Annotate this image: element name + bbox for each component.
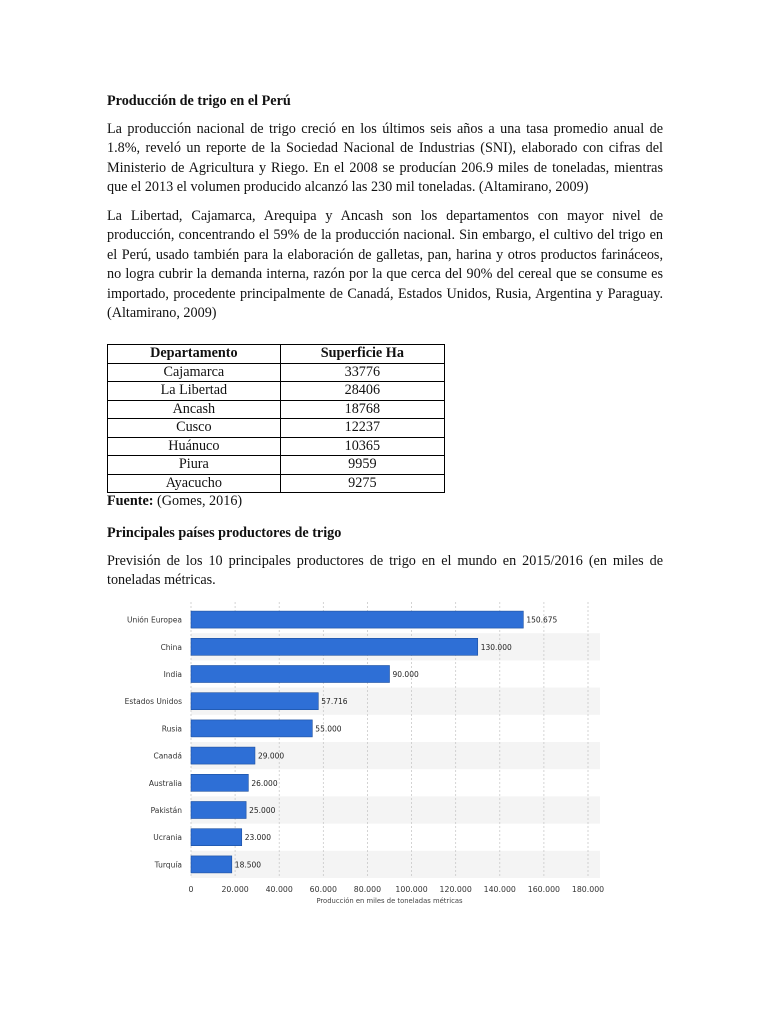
value-label: 150.675 bbox=[526, 615, 558, 625]
value-label: 55.000 bbox=[315, 724, 342, 734]
bar-5 bbox=[191, 747, 255, 764]
cell-departamento: Ayacucho bbox=[108, 474, 281, 493]
departamentos-table bbox=[107, 344, 445, 493]
wheat-producers-chart bbox=[110, 600, 620, 910]
x-tick-label: 120.000 bbox=[439, 885, 472, 894]
category-label: Pakistán bbox=[150, 806, 182, 815]
category-label: China bbox=[160, 642, 182, 652]
category-label: Canadá bbox=[153, 751, 182, 761]
bar-6 bbox=[191, 774, 248, 791]
category-label: India bbox=[163, 670, 182, 679]
heading-principales-paises: Principales países productores de trigo bbox=[107, 525, 342, 541]
cell-departamento: Huánuco bbox=[108, 437, 281, 456]
category-label: Estados Unidos bbox=[124, 697, 182, 707]
paragraph-1: La producción nacional de trigo creció en los últimos seis años a una tasa promedio anual de 1.8%, reveló un reporte de la Sociedad Nacional de Industrias (SNI), elaborado con cifras del Ministerio de Agricultura y Riego. En el 2008 se producían 206.9 miles de toneladas, mientras que el 2013 el volumen producido alcanzó las 230 mil toneladas. (Altamirano, 2009) bbox=[107, 121, 663, 196]
cell-superficie: 9959 bbox=[280, 456, 444, 475]
x-tick-label: 100.000 bbox=[395, 885, 428, 894]
cell-superficie: 28406 bbox=[280, 382, 444, 401]
value-label: 90.000 bbox=[392, 670, 419, 679]
bar-2 bbox=[191, 666, 390, 683]
header-departamento: Departamento bbox=[108, 345, 281, 364]
table-row bbox=[108, 363, 445, 382]
heading-produccion-peru: Producción de trigo en el Perú bbox=[107, 93, 291, 109]
bar-8 bbox=[191, 829, 242, 846]
bar-4 bbox=[191, 720, 312, 737]
paragraph-3: Previsión de los 10 principales productores de trigo en el mundo en 2015/2016 (en miles de toneladas métricas. bbox=[107, 553, 663, 589]
table-row bbox=[108, 400, 445, 419]
cell-superficie: 10365 bbox=[280, 437, 444, 456]
bar-7 bbox=[191, 802, 246, 819]
value-label: 29.000 bbox=[257, 751, 285, 761]
table-row bbox=[108, 419, 445, 438]
cell-departamento: Cusco bbox=[108, 419, 281, 438]
x-tick-label: 40.000 bbox=[265, 885, 293, 894]
source-text: (Gomes, 2016) bbox=[153, 493, 243, 509]
source-note bbox=[107, 492, 242, 510]
x-axis-label: Producción en miles de toneladas métricas bbox=[316, 897, 463, 905]
bar-9 bbox=[191, 856, 232, 873]
x-tick-label: 0 bbox=[188, 885, 194, 894]
x-tick-label: 80.000 bbox=[353, 885, 382, 894]
category-label: Australia bbox=[148, 778, 182, 788]
category-label: Rusia bbox=[161, 724, 182, 734]
table-row bbox=[108, 382, 445, 401]
category-label: Unión Europea bbox=[126, 615, 182, 625]
x-tick-label: 140.000 bbox=[483, 885, 516, 894]
table-row bbox=[108, 456, 445, 475]
header-superficie: Superficie Ha bbox=[280, 345, 444, 364]
cell-departamento: Ancash bbox=[108, 400, 281, 419]
table-header-row bbox=[108, 345, 445, 364]
bar-1 bbox=[191, 638, 478, 655]
x-tick-label: 20.000 bbox=[221, 885, 249, 894]
cell-departamento: Cajamarca bbox=[108, 363, 281, 382]
source-label: Fuente: bbox=[107, 493, 154, 509]
value-label: 25.000 bbox=[249, 806, 276, 815]
cell-superficie: 12237 bbox=[280, 419, 444, 438]
value-label: 57.716 bbox=[321, 697, 348, 707]
table-row bbox=[108, 437, 445, 456]
value-label: 18.500 bbox=[234, 860, 262, 870]
bar-3 bbox=[191, 693, 318, 710]
value-label: 26.000 bbox=[251, 778, 278, 788]
x-tick-label: 180.000 bbox=[571, 885, 605, 894]
cell-superficie: 18768 bbox=[280, 400, 444, 419]
bar-0 bbox=[191, 611, 523, 628]
x-tick-label: 160.000 bbox=[527, 885, 561, 894]
cell-superficie: 33776 bbox=[280, 363, 444, 382]
paragraph-2: La Libertad, Cajamarca, Arequipa y Ancash son los departamentos con mayor nivel de producción, concentrando el 59% de la producción nacional. Sin embargo, el cultivo del trigo en el Perú, usado también para la elaboración de galletas, pan, harina y otros productos farináceos, no logra cubrir la demanda interna, razón por la que cerca del 90% del cereal que se consume es importado, procedente principalmente de Canadá, Estados Unidos, Rusia, Argentina y Paraguay. (Altamirano, 2009) bbox=[107, 208, 663, 322]
cell-departamento: La Libertad bbox=[108, 382, 281, 401]
value-label: 23.000 bbox=[244, 833, 271, 843]
cell-superficie: 9275 bbox=[280, 474, 444, 493]
x-tick-label: 60.000 bbox=[309, 885, 337, 894]
category-label: Turquía bbox=[154, 860, 182, 870]
value-label: 130.000 bbox=[480, 642, 512, 652]
cell-departamento: Piura bbox=[108, 456, 281, 475]
category-label: Ucrania bbox=[153, 833, 182, 843]
table-row bbox=[108, 474, 445, 493]
